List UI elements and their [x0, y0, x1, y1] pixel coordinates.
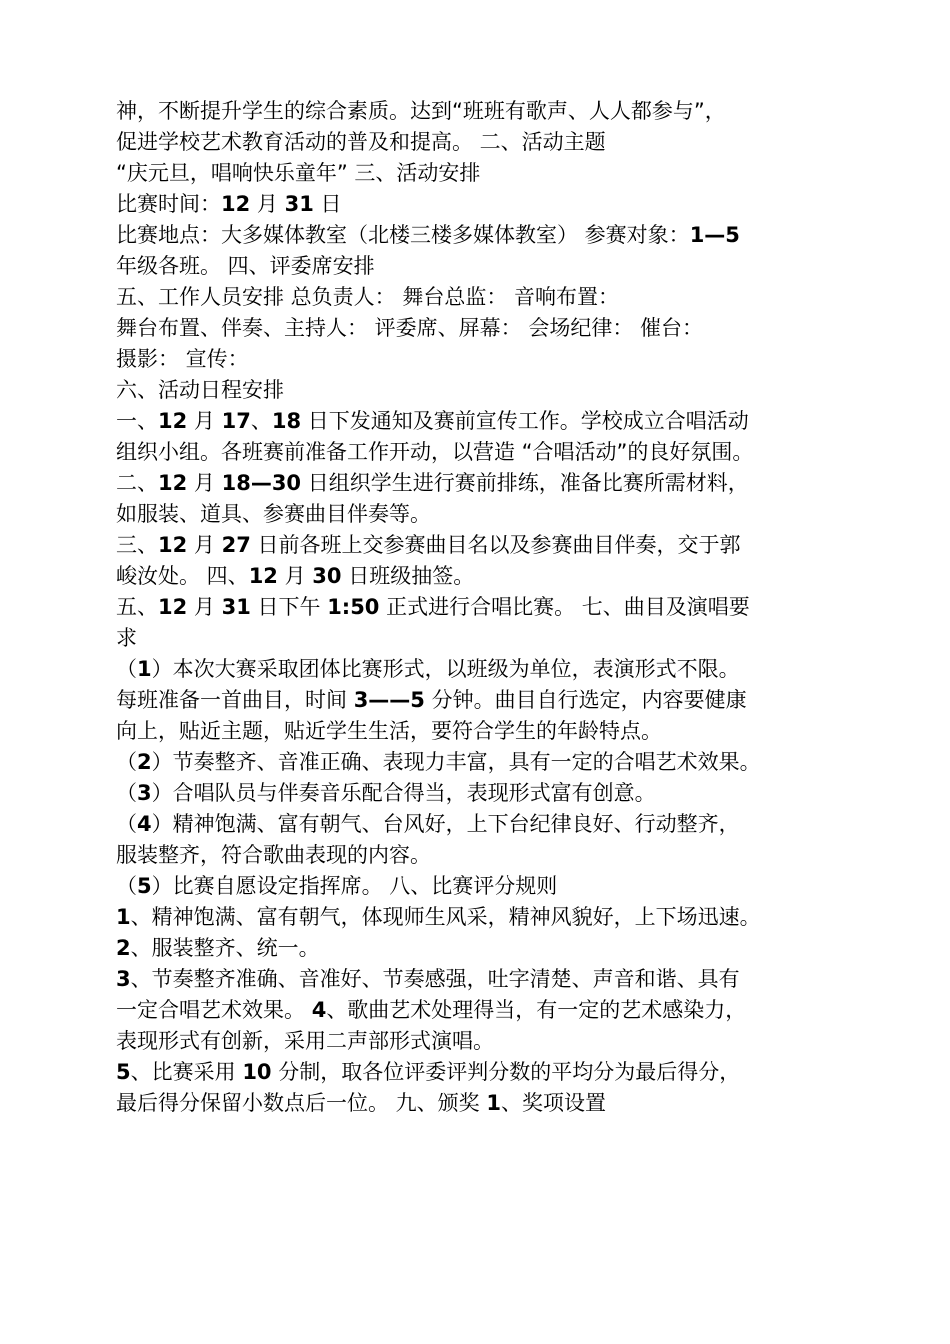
- text-line: 5、比赛采用 10 分制，取各位评委评判分数的平均分为最后得分，: [116, 1060, 741, 1084]
- text-line: 三、12 月 27 日前各班上交参赛曲目名以及参赛曲目伴奏，交于郭: [116, 533, 741, 557]
- text-line: 一定合唱艺术效果。 4、歌曲艺术处理得当，有一定的艺术感染力，: [116, 998, 747, 1022]
- text-line: （1）本次大赛采取团体比赛形式，以班级为单位，表演形式不限。: [116, 657, 740, 681]
- text-line: 如服装、道具、参赛曲目伴奏等。: [116, 502, 431, 526]
- text-line: 摄影： 宣传：: [116, 347, 249, 371]
- text-line: 最后得分保留小数点后一位。 九、颁奖 1、奖项设置: [116, 1091, 606, 1115]
- text-line: 2、服装整齐、统一。: [116, 936, 320, 960]
- text-line: 比赛时间：12 月 31 日: [116, 192, 342, 216]
- text-line: 服装整齐，符合歌曲表现的内容。: [116, 843, 431, 867]
- text-line: 年级各班。 四、评委席安排: [116, 254, 375, 278]
- text-line: 促进学校艺术教育活动的普及和提高。 二、活动主题: [116, 130, 606, 154]
- text-line: 舞台布置、伴奏、主持人： 评委席、屏幕： 会场纪律： 催台：: [116, 316, 704, 340]
- text-line: 六、活动日程安排: [116, 378, 284, 402]
- text-line: （3）合唱队员与伴奏音乐配合得当，表现形式富有创意。: [116, 781, 656, 805]
- text-line: 1、精神饱满、富有朝气，体现师生风采，精神风貌好，上下场迅速。: [116, 905, 761, 929]
- text-line: 一、12 月 17、18 日下发通知及赛前宣传工作。学校成立合唱活动: [116, 409, 749, 433]
- text-line: 二、12 月 18—30 日组织学生进行赛前排练，准备比赛所需材料，: [116, 471, 749, 495]
- text-line: 组织小组。各班赛前准备工作开动，以营造 “合唱活动”的良好氛围。: [116, 440, 754, 464]
- text-line: 五、工作人员安排 总负责人： 舞台总监： 音响布置：: [116, 285, 620, 309]
- text-line: 峻汝处。 四、12 月 30 日班级抽签。: [116, 564, 475, 588]
- text-line: （5）比赛自愿设定指挥席。 八、比赛评分规则: [116, 874, 558, 898]
- text-line: 比赛地点：大多媒体教室（北楼三楼多媒体教室） 参赛对象：1—5: [116, 223, 740, 247]
- text-line: 求: [116, 626, 137, 650]
- text-line: 3、节奏整齐准确、音准好、节奏感强，吐字清楚、声音和谐、具有: [116, 967, 740, 991]
- text-line: （2）节奏整齐、音准正确、表现力丰富，具有一定的合唱艺术效果。: [116, 750, 761, 774]
- text-line: （4）精神饱满、富有朝气、台风好，上下台纪律良好、行动整齐，: [116, 812, 740, 836]
- text-line: 神，不断提升学生的综合素质。达到“班班有歌声、人人都参与”，: [116, 99, 726, 123]
- text-line: 表现形式有创新，采用二声部形式演唱。: [116, 1029, 494, 1053]
- text-line: 每班准备一首曲目，时间 3——5 分钟。曲目自行选定，内容要健康: [116, 688, 747, 712]
- text-line: 五、12 月 31 日下午 1:50 正式进行合唱比赛。 七、曲目及演唱要: [116, 595, 750, 619]
- text-line: 向上，贴近主题，贴近学生生活，要符合学生的年龄特点。: [116, 719, 662, 743]
- text-line: “庆元旦，唱响快乐童年” 三、活动安排: [116, 161, 481, 185]
